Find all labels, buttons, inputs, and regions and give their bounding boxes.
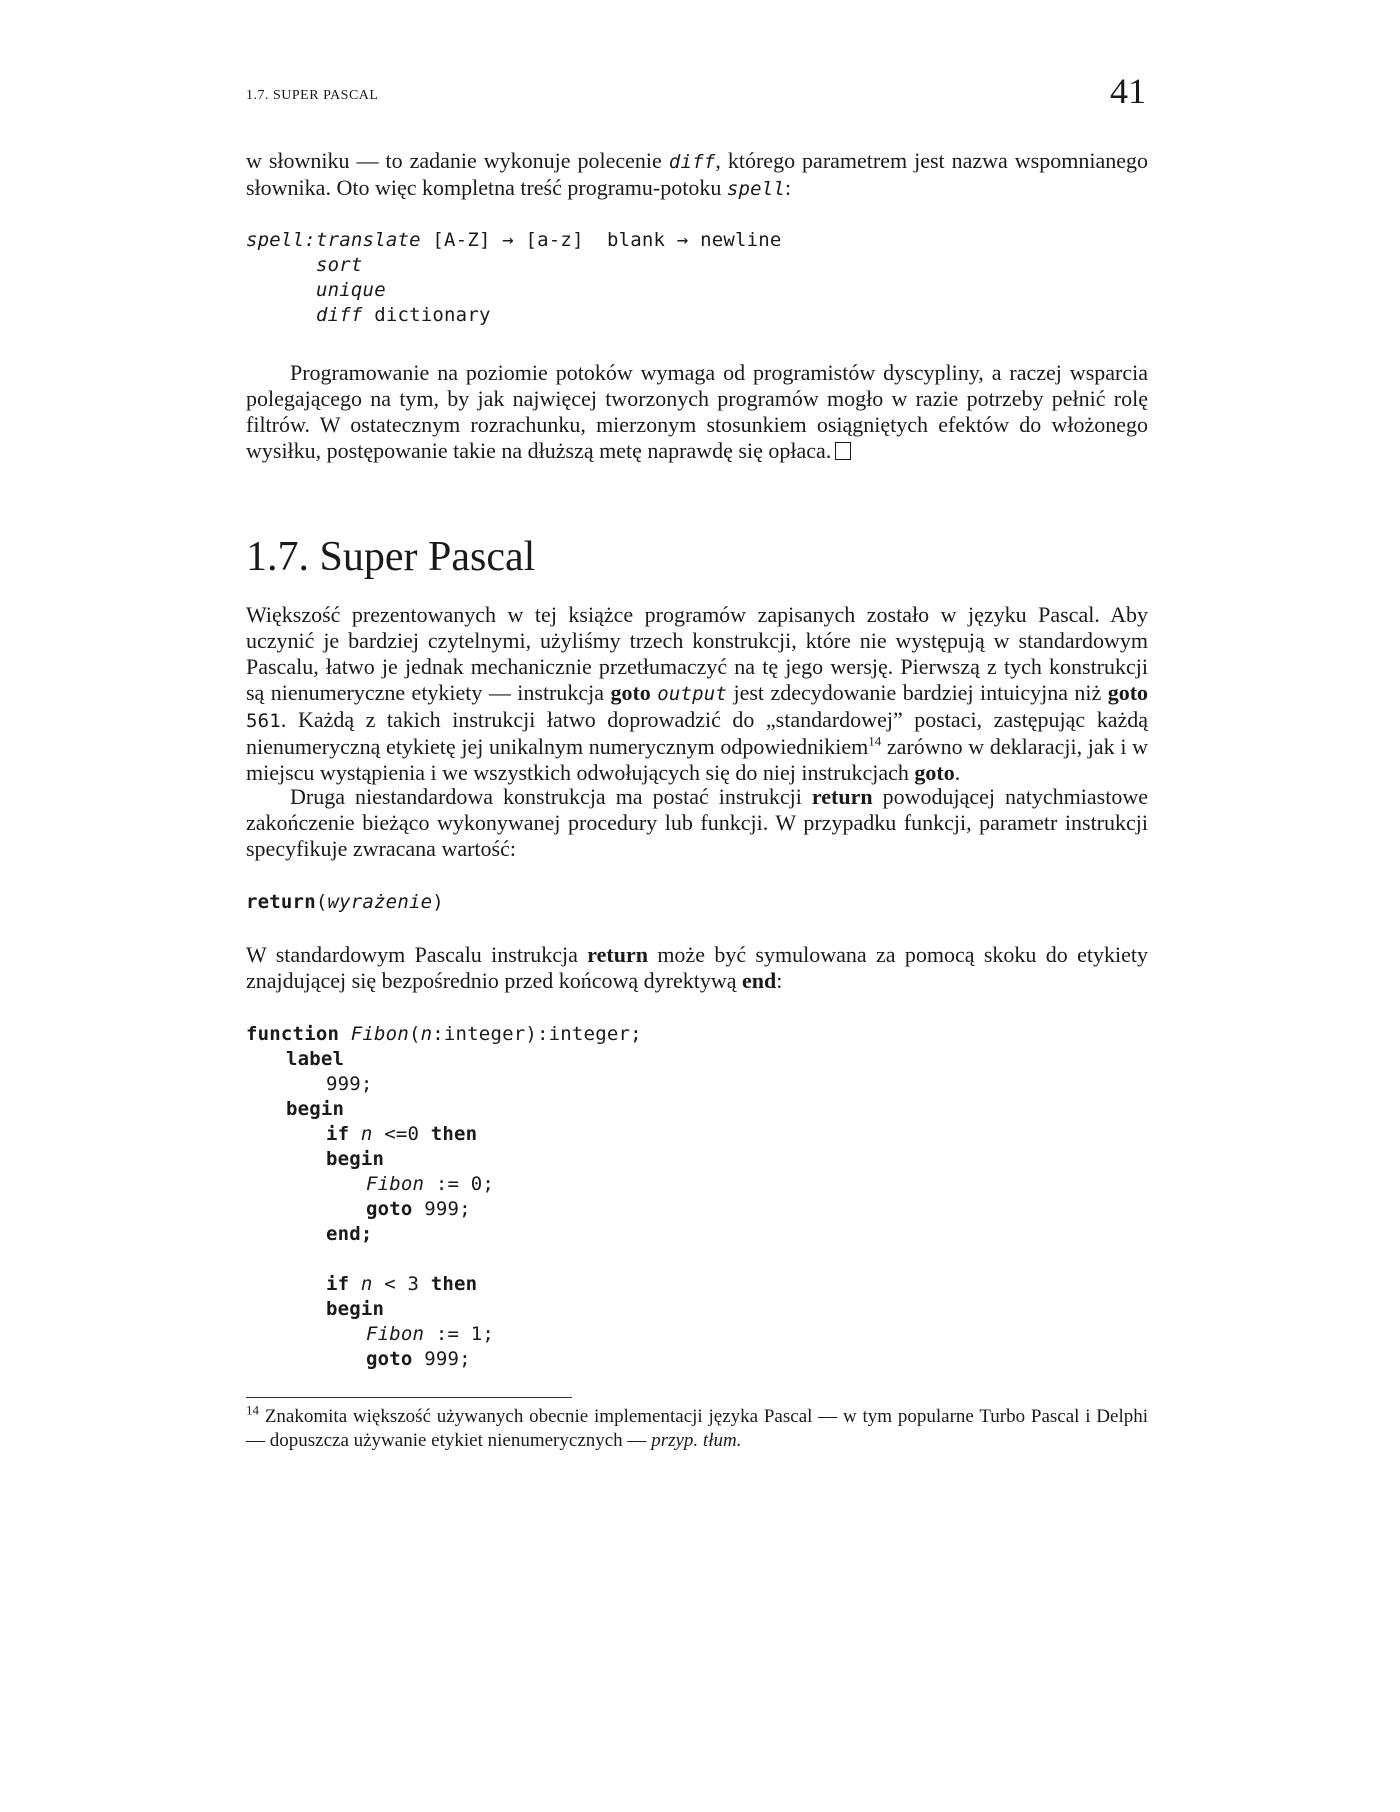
code-text: 999; — [424, 1198, 471, 1220]
code-text: <=0 — [384, 1123, 420, 1145]
code-args: dictionary — [374, 304, 491, 326]
paragraph-simulation — [246, 942, 1148, 994]
inline-code: diff — [668, 151, 716, 173]
code-keyword: function — [246, 1023, 340, 1045]
code-text: := 1; — [435, 1323, 495, 1345]
footnote-text: Znakomita większość używanych obecnie implementacji języka Pascal — w tym popularne Turbo Pascal i Delphi — dopuszcza używanie etykiet nienumerycznych — — [246, 1406, 1149, 1451]
code-line: label — [286, 1048, 345, 1070]
code-keyword: goto — [366, 1198, 413, 1220]
text-run: Druga niestandardowa konstrukcja ma postać instrukcji — [290, 784, 812, 809]
text-run: : — [776, 968, 783, 993]
code-identifier: n — [420, 1023, 433, 1045]
code-keyword: goto — [366, 1348, 413, 1370]
code-text: := 0; — [435, 1173, 495, 1195]
code-identifier: n — [360, 1123, 373, 1145]
text-run: Większość prezentowanych w tej książce programów zapisanych zostało w języku Pascal. Aby uczynić je bardziej czytelnymi, użyliśmy trzech konstrukcji, które nie występują w standardowym Pascalu, łatwo je jednak mechanicznie przetłumaczyć na tę jego wersję. Pierwszą z tych konstrukcji są nienumeryczne etykiety — instrukcja — [246, 602, 1148, 705]
code-line — [246, 1022, 642, 1047]
code-line — [366, 1172, 494, 1197]
code-command: diff — [316, 304, 363, 326]
code-text: < 3 — [384, 1273, 420, 1295]
keyword: return — [811, 784, 873, 809]
text-run: . — [954, 760, 961, 785]
code-identifier: n — [360, 1273, 373, 1295]
text-run: zarówno w deklaracji, jak i w miejscu wystąpienia i we wszystkich odwołujących się do niej instrukcjach — [246, 734, 1148, 785]
code-keyword: if — [326, 1123, 350, 1145]
code-args: [A-Z] → [a-z] blank → newline — [432, 229, 782, 251]
code-arg: wyrażenie — [327, 891, 433, 913]
footnote-ref: 14 — [868, 733, 882, 749]
code-line: unique — [316, 279, 386, 301]
text-run: w słowniku — to zadanie wykonuje polecenie — [246, 148, 669, 173]
footnote — [246, 1402, 1149, 1453]
end-of-proof-square-icon — [835, 442, 851, 460]
code-line: begin — [326, 1148, 385, 1170]
text-run: Programowanie na poziomie potoków wymaga od programistów dyscypliny, a raczej wsparcia polegającego na tym, by jak najwięcej tworzonych programów mogło w razie potrzeby pełnić rolę filtrów. W ostatecznym rozrachunku, mierzonym stosunkiem osiągniętych efektów do włożonego wysiłku, postępowanie takie na dłuższą metę naprawdę się opłaca. — [246, 360, 1148, 463]
footnote-number: 14 — [246, 1402, 259, 1418]
footnote-divider — [246, 1397, 572, 1398]
code-line: end; — [326, 1223, 373, 1245]
code-line: 999; — [326, 1073, 373, 1095]
text-run: może być symulowana za pomocą skoku do etykiety znajdującej się bezpośrednio przed końcową dyrektywą — [246, 942, 1148, 993]
code-line: sort — [316, 254, 363, 276]
inline-code: 561 — [246, 710, 281, 732]
text-run: powodującej natychmiastowe zakończenie bieżąco wykonywanej procedury lub funkcji. W przypadku funkcji, parametr instrukcji specyfikuje zwracana wartość: — [246, 784, 1148, 861]
code-punct: ( — [315, 891, 328, 913]
running-header: 1.7. SUPER PASCAL — [246, 88, 379, 103]
section-title: 1.7. Super Pascal — [246, 534, 536, 580]
paragraph-return — [246, 784, 1148, 862]
keyword: goto — [610, 680, 651, 705]
keyword: end — [742, 968, 777, 993]
inline-code: spell — [726, 178, 786, 200]
paragraph-labels — [246, 602, 1148, 786]
code-keyword: if — [326, 1273, 350, 1295]
code-line — [326, 1122, 477, 1147]
text-run: : — [785, 175, 792, 200]
code-text: :integer):integer; — [432, 1023, 642, 1045]
text-run: jest zdecydowanie bardziej intuicyjna niż — [727, 680, 1108, 705]
text-run: . Każdą z takich instrukcji łatwo doprowadzić do „standardowej” postaci, zastępując każdą nienumeryczną etykietę jej unikalnym numerycznym odpowiednikiem — [246, 707, 1148, 759]
code-identifier: Fibon — [366, 1173, 425, 1195]
code-line: begin — [326, 1298, 385, 1320]
code-block-return — [246, 890, 444, 915]
code-text: 999; — [424, 1348, 471, 1370]
paragraph-intro — [246, 148, 1148, 202]
code-line — [246, 228, 316, 253]
code-command: translate — [316, 229, 421, 251]
code-line — [366, 1322, 494, 1347]
code-punct: ( — [408, 1023, 421, 1045]
code-line: begin — [286, 1098, 345, 1120]
keyword: return — [587, 942, 648, 967]
keyword: goto — [1107, 680, 1149, 705]
code-line — [316, 303, 491, 328]
keyword: goto — [914, 760, 955, 785]
footnote-signature: przyp. tłum. — [651, 1430, 742, 1451]
code-keyword: return — [246, 891, 316, 913]
text-run: , którego parametrem jest nazwa wspomnianego słownika. Oto więc kompletna treść programu-potoku — [246, 148, 1148, 200]
page-number: 41 — [1110, 71, 1146, 111]
code-keyword: then — [430, 1273, 478, 1295]
code-line — [316, 228, 782, 253]
code-identifier: Fibon — [350, 1023, 409, 1045]
code-punct: ) — [432, 891, 444, 913]
inline-code: output — [657, 683, 728, 705]
code-line — [366, 1347, 471, 1372]
code-keyword: then — [430, 1123, 478, 1145]
code-label: spell: — [246, 229, 316, 251]
code-line — [366, 1197, 471, 1222]
code-line — [326, 1272, 477, 1297]
text-run: W standardowym Pascalu instrukcja — [246, 942, 588, 967]
paragraph-pipelines — [246, 360, 1148, 464]
code-identifier: Fibon — [366, 1323, 425, 1345]
